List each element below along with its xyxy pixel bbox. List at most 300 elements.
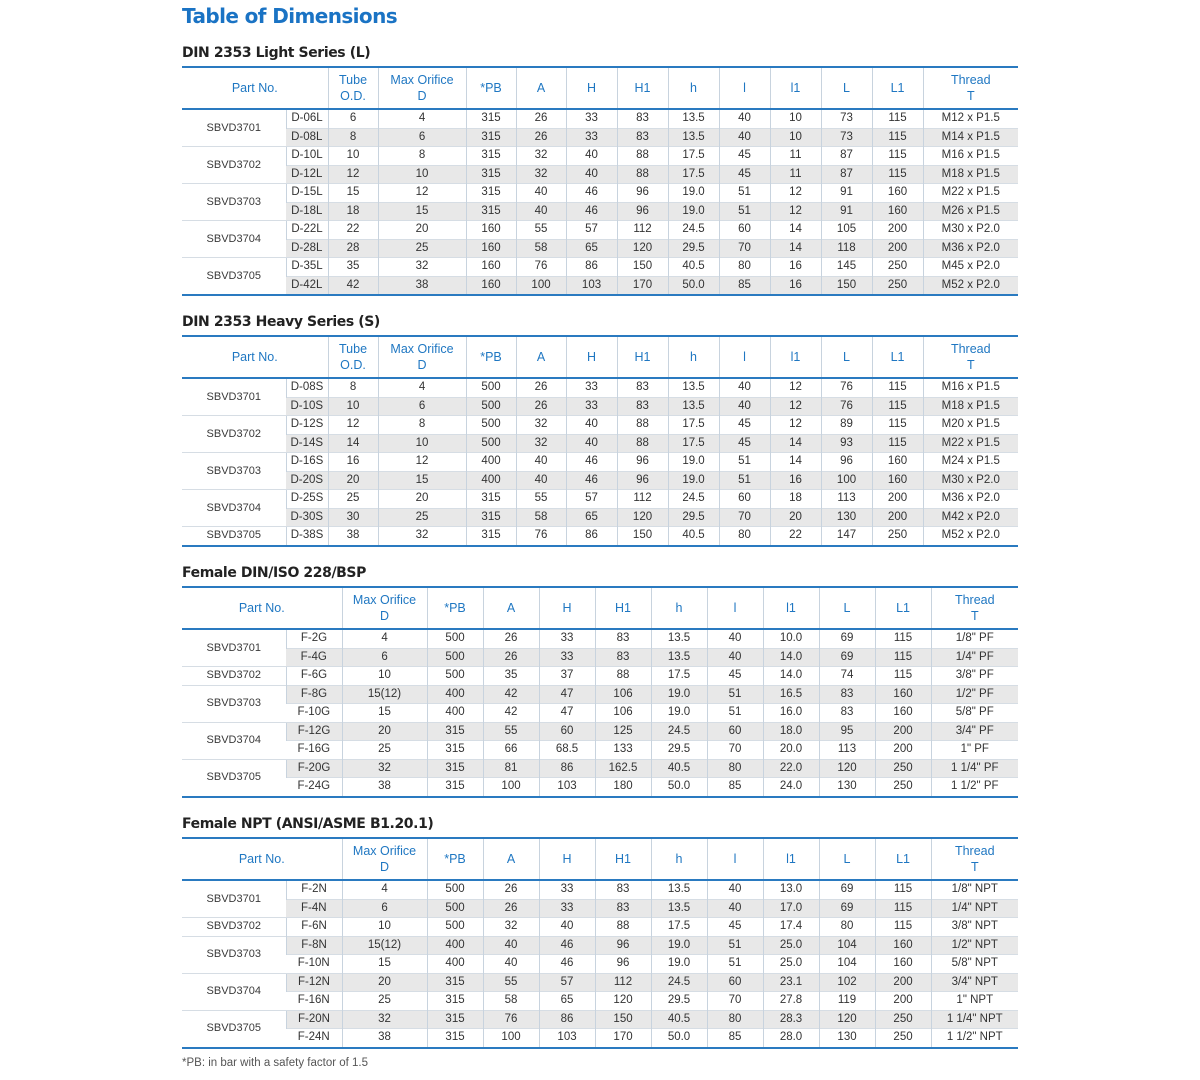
column-header <box>539 838 595 880</box>
dimensions-table-din-heavy <box>182 335 1018 547</box>
table-cell: 160 <box>466 258 516 277</box>
table-cell: 32 <box>516 147 566 166</box>
part-code-cell: F-24N <box>286 1029 342 1048</box>
column-header <box>821 336 872 378</box>
table-cell: 10 <box>770 109 821 128</box>
column-header <box>182 587 342 629</box>
part-group-cell: SBVD3701 <box>182 109 286 147</box>
part-code-cell: D-12L <box>286 165 328 184</box>
header-row <box>182 838 1018 880</box>
table-cell: 20 <box>378 221 466 240</box>
table-cell: 25.0 <box>763 955 819 974</box>
table-cell: 32 <box>342 1010 427 1029</box>
column-header-text: L1 <box>890 81 905 95</box>
part-code-cell: D-18L <box>286 202 328 221</box>
table-row <box>182 508 1018 527</box>
table-cell: 170 <box>595 1029 651 1048</box>
table-row <box>182 992 1018 1011</box>
column-header-text: A <box>536 350 546 364</box>
table-cell: 160 <box>466 276 516 295</box>
table-cell: 17.5 <box>668 165 719 184</box>
table-row <box>182 741 1018 760</box>
table-cell: 1 1/4" PF <box>931 759 1018 778</box>
part-code-cell: D-14S <box>286 434 328 453</box>
section-din-light <box>182 40 1018 296</box>
table-cell: 40 <box>516 453 566 472</box>
column-header <box>617 336 668 378</box>
table-cell: 86 <box>566 258 617 277</box>
table-cell: 80 <box>719 258 770 277</box>
column-header <box>821 67 872 109</box>
table-cell: 33 <box>539 899 595 918</box>
table-cell: 65 <box>539 992 595 1011</box>
table-cell: 20 <box>342 722 427 741</box>
header-row <box>182 587 1018 629</box>
column-header-text: L1 <box>890 350 905 364</box>
column-header <box>719 67 770 109</box>
table-cell: 60 <box>719 490 770 509</box>
table-cell: 91 <box>821 184 872 203</box>
column-header <box>931 587 1018 629</box>
column-header <box>466 67 516 109</box>
column-header-text: T <box>970 860 979 874</box>
column-header-text: Max Orifice <box>390 73 454 87</box>
table-cell: 13.5 <box>651 899 707 918</box>
column-header-text: l <box>743 350 746 364</box>
table-row <box>182 416 1018 435</box>
column-header <box>182 67 328 109</box>
table-cell: 70 <box>719 239 770 258</box>
table-cell: 29.5 <box>668 239 719 258</box>
part-code-cell: D-22L <box>286 221 328 240</box>
table-row <box>182 378 1018 397</box>
table-cell: 26 <box>516 378 566 397</box>
table-cell: 160 <box>872 184 923 203</box>
table-cell: 500 <box>466 378 516 397</box>
table-cell: 65 <box>566 508 617 527</box>
table-row <box>182 184 1018 203</box>
table-cell: 103 <box>539 778 595 797</box>
table-cell: 315 <box>466 202 516 221</box>
column-header-text: T <box>966 358 975 372</box>
table-cell: 81 <box>483 759 539 778</box>
part-code-cell: D-08S <box>286 378 328 397</box>
table-cell: 83 <box>595 880 651 899</box>
table-cell: 28 <box>328 239 378 258</box>
table-cell: 45 <box>707 918 763 937</box>
table-cell: 14.0 <box>763 648 819 667</box>
table-cell: 20 <box>378 490 466 509</box>
table-cell: 32 <box>378 527 466 546</box>
table-cell: 65 <box>566 239 617 258</box>
table-cell: 115 <box>872 434 923 453</box>
table-cell: 93 <box>821 434 872 453</box>
table-cell: 83 <box>617 378 668 397</box>
table-cell: 19.0 <box>651 936 707 955</box>
column-header <box>872 67 923 109</box>
table-cell: 80 <box>707 1010 763 1029</box>
table-cell: 47 <box>539 685 595 704</box>
table-row <box>182 704 1018 723</box>
table-row <box>182 955 1018 974</box>
part-code-cell: D-28L <box>286 239 328 258</box>
table-cell: 12 <box>770 416 821 435</box>
part-code-cell: F-12N <box>286 973 342 992</box>
table-cell: 1/2" NPT <box>931 936 1018 955</box>
part-code-cell: F-2N <box>286 880 342 899</box>
column-header <box>651 838 707 880</box>
table-cell: 115 <box>872 147 923 166</box>
table-cell: 57 <box>539 973 595 992</box>
table-cell: 33 <box>566 109 617 128</box>
table-cell: 89 <box>821 416 872 435</box>
table-cell: M36 x P2.0 <box>923 239 1018 258</box>
column-header <box>875 587 931 629</box>
table-cell: 73 <box>821 128 872 147</box>
table-cell: 160 <box>875 704 931 723</box>
table-cell: 83 <box>617 397 668 416</box>
table-cell: 51 <box>707 955 763 974</box>
table-cell: M42 x P2.0 <box>923 508 1018 527</box>
column-header-text: Max Orifice <box>352 844 417 858</box>
table-cell: 200 <box>875 973 931 992</box>
table-cell: 88 <box>617 434 668 453</box>
table-row <box>182 918 1018 937</box>
part-code-cell: F-16G <box>286 741 342 760</box>
table-cell: 87 <box>821 147 872 166</box>
column-header-text: L <box>843 350 850 364</box>
table-cell: 60 <box>539 722 595 741</box>
table-cell: 106 <box>595 704 651 723</box>
table-cell: 120 <box>617 508 668 527</box>
part-code-cell: F-12G <box>286 722 342 741</box>
table-row <box>182 648 1018 667</box>
part-group-cell: SBVD3702 <box>182 667 286 686</box>
column-header <box>763 587 819 629</box>
table-cell: 69 <box>819 880 875 899</box>
header-row <box>182 336 1018 378</box>
table-cell: 115 <box>872 397 923 416</box>
table-cell: 29.5 <box>651 741 707 760</box>
table-cell: 29.5 <box>668 508 719 527</box>
part-code-cell: D-06L <box>286 109 328 128</box>
table-cell: 28.0 <box>763 1029 819 1048</box>
table-row <box>182 667 1018 686</box>
table-cell: 200 <box>875 722 931 741</box>
table-row <box>182 147 1018 166</box>
table-cell: 88 <box>595 667 651 686</box>
table-cell: 70 <box>707 992 763 1011</box>
table-cell: 32 <box>483 918 539 937</box>
table-cell: 20 <box>770 508 821 527</box>
table-cell: 115 <box>875 899 931 918</box>
table-cell: 102 <box>819 973 875 992</box>
column-header <box>770 336 821 378</box>
table-cell: 19.0 <box>651 704 707 723</box>
table-cell: 86 <box>566 527 617 546</box>
table-cell: 35 <box>483 667 539 686</box>
column-header-text: H <box>562 601 572 615</box>
table-cell: 250 <box>872 527 923 546</box>
table-cell: 115 <box>875 667 931 686</box>
table-cell: 32 <box>516 416 566 435</box>
table-cell: 315 <box>427 741 483 760</box>
table-cell: 88 <box>617 416 668 435</box>
table-cell: 3/4" NPT <box>931 973 1018 992</box>
column-header <box>668 67 719 109</box>
table-cell: 12 <box>378 453 466 472</box>
table-cell: 170 <box>617 276 668 295</box>
column-header <box>427 587 483 629</box>
part-code-cell: D-10L <box>286 147 328 166</box>
table-row <box>182 778 1018 797</box>
table-cell: 51 <box>719 453 770 472</box>
table-cell: 315 <box>427 778 483 797</box>
part-code-cell: F-6G <box>286 667 342 686</box>
table-cell: 26 <box>516 397 566 416</box>
table-cell: 1/4" NPT <box>931 899 1018 918</box>
table-cell: 400 <box>427 936 483 955</box>
column-header-text: Thread <box>950 342 991 356</box>
column-header-text: L <box>843 81 850 95</box>
table-cell: 24.0 <box>763 778 819 797</box>
table-cell: 24.5 <box>651 722 707 741</box>
table-cell: 83 <box>819 685 875 704</box>
table-cell: 150 <box>617 258 668 277</box>
column-header-text: H <box>587 350 597 364</box>
part-group-cell: SBVD3705 <box>182 1010 286 1048</box>
column-header <box>378 336 466 378</box>
column-header <box>719 336 770 378</box>
column-header-text: A <box>536 81 546 95</box>
table-cell: 400 <box>427 704 483 723</box>
table-cell: 76 <box>483 1010 539 1029</box>
table-cell: 315 <box>427 759 483 778</box>
table-cell: 500 <box>427 629 483 648</box>
table-cell: 85 <box>707 778 763 797</box>
column-header <box>819 838 875 880</box>
table-cell: 5/8" NPT <box>931 955 1018 974</box>
table-cell: 250 <box>872 258 923 277</box>
table-cell: 10 <box>328 147 378 166</box>
table-cell: 40.5 <box>668 258 719 277</box>
table-cell: 16.0 <box>763 704 819 723</box>
column-header <box>668 336 719 378</box>
table-cell: 69 <box>819 899 875 918</box>
table-cell: 85 <box>719 276 770 295</box>
table-cell: 86 <box>539 1010 595 1029</box>
table-cell: 103 <box>539 1029 595 1048</box>
table-cell: 8 <box>378 147 466 166</box>
table-cell: 130 <box>819 778 875 797</box>
column-header-text: Tube <box>339 73 368 87</box>
table-cell: 15 <box>378 471 466 490</box>
part-code-cell: F-6N <box>286 918 342 937</box>
table-row <box>182 973 1018 992</box>
table-cell: 24.5 <box>668 490 719 509</box>
table-cell: 13.5 <box>651 629 707 648</box>
table-cell: 200 <box>872 221 923 240</box>
table-cell: 40 <box>516 471 566 490</box>
table-cell: 15(12) <box>342 685 427 704</box>
table-cell: 16 <box>770 258 821 277</box>
table-cell: 160 <box>875 685 931 704</box>
table-cell: 33 <box>566 397 617 416</box>
section-female-bsp <box>182 560 1018 798</box>
part-code-cell: F-4N <box>286 899 342 918</box>
table-cell: 17.5 <box>651 667 707 686</box>
table-cell: 118 <box>821 239 872 258</box>
table-cell: 315 <box>427 1010 483 1029</box>
table-cell: 112 <box>595 973 651 992</box>
table-cell: 19.0 <box>668 471 719 490</box>
table-cell: 8 <box>328 378 378 397</box>
table-cell: 15 <box>378 202 466 221</box>
table-cell: 40.5 <box>651 1010 707 1029</box>
table-cell: 147 <box>821 527 872 546</box>
table-cell: 50.0 <box>651 778 707 797</box>
table-cell: 25.0 <box>763 936 819 955</box>
table-cell: 17.5 <box>668 434 719 453</box>
table-cell: 17.4 <box>763 918 819 937</box>
column-header <box>378 67 466 109</box>
table-cell: 500 <box>466 434 516 453</box>
column-header-text: L1 <box>896 601 910 615</box>
table-cell: 83 <box>595 629 651 648</box>
column-header <box>707 838 763 880</box>
table-cell: 32 <box>378 258 466 277</box>
table-cell: 76 <box>821 397 872 416</box>
table-cell: M30 x P2.0 <box>923 471 1018 490</box>
table-cell: 38 <box>342 778 427 797</box>
table-cell: 20 <box>342 973 427 992</box>
table-cell: 162.5 <box>595 759 651 778</box>
table-cell: 51 <box>707 704 763 723</box>
table-cell: 500 <box>427 918 483 937</box>
table-cell: 160 <box>466 221 516 240</box>
table-cell: 3/4" PF <box>931 722 1018 741</box>
table-cell: 119 <box>819 992 875 1011</box>
table-cell: 13.5 <box>668 378 719 397</box>
table-cell: 103 <box>566 276 617 295</box>
column-header <box>923 336 1018 378</box>
table-cell: 12 <box>770 397 821 416</box>
table-cell: 30 <box>328 508 378 527</box>
part-group-cell: SBVD3703 <box>182 453 286 490</box>
part-code-cell: D-25S <box>286 490 328 509</box>
table-cell: 55 <box>516 221 566 240</box>
table-cell: 115 <box>875 648 931 667</box>
table-cell: 96 <box>617 202 668 221</box>
table-cell: M52 x P2.0 <box>923 527 1018 546</box>
table-cell: 25 <box>378 508 466 527</box>
table-cell: 11 <box>770 165 821 184</box>
table-cell: 55 <box>516 490 566 509</box>
part-code-cell: D-20S <box>286 471 328 490</box>
table-cell: 46 <box>566 453 617 472</box>
table-cell: 19.0 <box>651 955 707 974</box>
column-header-text: A <box>506 601 516 615</box>
table-cell: M30 x P2.0 <box>923 221 1018 240</box>
table-cell: M24 x P1.5 <box>923 453 1018 472</box>
table-cell: 40.5 <box>668 527 719 546</box>
table-cell: 45 <box>719 147 770 166</box>
table-cell: 400 <box>466 453 516 472</box>
column-header-text: Max Orifice <box>390 342 454 356</box>
column-header-text: Part No. <box>238 601 285 615</box>
table-cell: 113 <box>821 490 872 509</box>
table-cell: 33 <box>539 629 595 648</box>
table-cell: 50.0 <box>651 1029 707 1048</box>
table-cell: 45 <box>707 667 763 686</box>
table-cell: 70 <box>707 741 763 760</box>
table-row <box>182 899 1018 918</box>
table-cell: 51 <box>719 202 770 221</box>
dimensions-table-female-bsp <box>182 586 1018 798</box>
part-code-cell: F-10G <box>286 704 342 723</box>
table-cell: 95 <box>819 722 875 741</box>
table-cell: M16 x P1.5 <box>923 147 1018 166</box>
table-cell: 20 <box>328 471 378 490</box>
table-cell: 57 <box>566 221 617 240</box>
table-cell: 69 <box>819 629 875 648</box>
table-cell: 13.5 <box>668 109 719 128</box>
table-cell: 150 <box>595 1010 651 1029</box>
table-row <box>182 629 1018 648</box>
table-cell: 250 <box>875 1029 931 1048</box>
part-group-cell: SBVD3701 <box>182 629 286 667</box>
column-header-text: l1 <box>786 601 796 615</box>
table-cell: 14 <box>328 434 378 453</box>
table-cell: 6 <box>378 128 466 147</box>
table-cell: 46 <box>539 955 595 974</box>
table-cell: 51 <box>707 936 763 955</box>
table-cell: 51 <box>719 184 770 203</box>
table-cell: 250 <box>875 759 931 778</box>
table-row <box>182 453 1018 472</box>
table-cell: M18 x P1.5 <box>923 165 1018 184</box>
table-cell: 112 <box>617 490 668 509</box>
table-cell: 46 <box>566 184 617 203</box>
table-cell: 160 <box>872 202 923 221</box>
table-cell: 6 <box>342 648 427 667</box>
section-title: Female NPT (ANSI/ASME B1.20.1) <box>182 816 434 832</box>
table-cell: 100 <box>821 471 872 490</box>
table-cell: 42 <box>483 704 539 723</box>
part-group-cell: SBVD3703 <box>182 184 286 221</box>
table-cell: 315 <box>466 128 516 147</box>
table-cell: 68.5 <box>539 741 595 760</box>
table-cell: 32 <box>342 759 427 778</box>
table-cell: 96 <box>617 471 668 490</box>
table-cell: M18 x P1.5 <box>923 397 1018 416</box>
table-cell: 19.0 <box>651 685 707 704</box>
table-cell: 145 <box>821 258 872 277</box>
column-header-text: L <box>843 601 851 615</box>
table-cell: 40 <box>707 880 763 899</box>
table-cell: 200 <box>872 490 923 509</box>
table-cell: 4 <box>342 880 427 899</box>
table-cell: 17.5 <box>651 918 707 937</box>
column-header <box>483 587 539 629</box>
column-header-text: O.D. <box>340 358 366 372</box>
column-header-text: l1 <box>790 350 801 364</box>
table-cell: 22.0 <box>763 759 819 778</box>
table-cell: 12 <box>770 202 821 221</box>
column-header <box>466 336 516 378</box>
table-cell: 500 <box>427 899 483 918</box>
column-header-text: D <box>380 609 390 623</box>
